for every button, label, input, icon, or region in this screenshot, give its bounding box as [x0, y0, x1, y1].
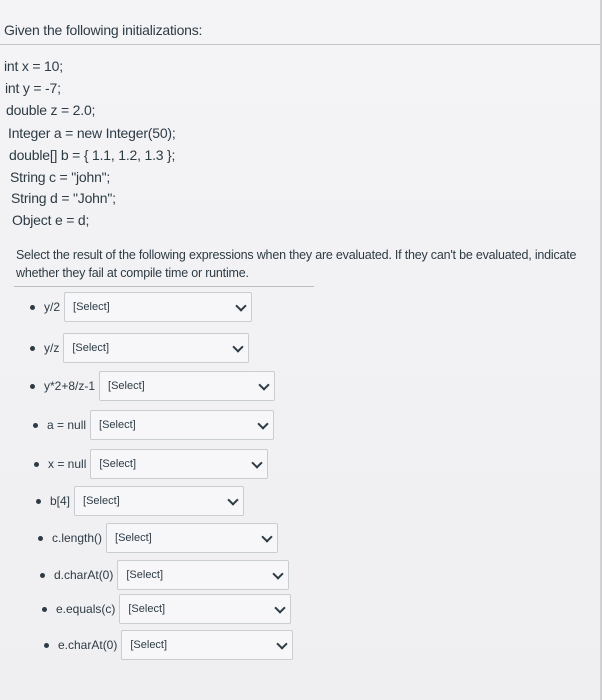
select-value: [Select] [130, 639, 168, 651]
chevron-down-icon [273, 568, 284, 579]
bullet-icon [36, 499, 41, 504]
code-line: String d = "John"; [11, 190, 116, 206]
code-line: String c = "john"; [10, 169, 111, 185]
question-item [33, 410, 274, 440]
select-value: [Select] [83, 495, 120, 507]
answer-select[interactable] [90, 410, 274, 440]
code-line: Object e = d; [12, 212, 90, 228]
question-expression: y/z [44, 341, 60, 355]
bullet-icon [44, 643, 49, 648]
question-item [30, 292, 252, 322]
chevron-down-icon [258, 379, 269, 390]
select-value: [Select] [72, 342, 110, 354]
question-expression: d.charAt(0) [54, 568, 114, 582]
instructions: Select the result of the following expressions when they are evaluated. If they can't be evaluated, indicate whether they fail at compile time or runtime. [16, 248, 577, 280]
code-line: Integer a = new Integer(50); [8, 125, 176, 141]
answer-select[interactable] [74, 486, 244, 516]
question-expression: x = null [48, 457, 87, 471]
bullet-icon [30, 305, 35, 310]
answer-select[interactable] [64, 292, 252, 322]
bullet-icon [38, 536, 43, 541]
question-item [30, 333, 249, 363]
answer-select[interactable] [63, 333, 249, 363]
chevron-down-icon [227, 494, 238, 505]
answer-select[interactable] [121, 630, 293, 660]
bullet-icon [34, 462, 39, 467]
chevron-down-icon [257, 418, 268, 429]
answer-select[interactable] [117, 560, 289, 590]
divider [14, 286, 314, 287]
answer-select[interactable] [106, 523, 278, 553]
question-expression: y/2 [44, 300, 61, 314]
question-item [42, 594, 291, 624]
chevron-down-icon [235, 300, 246, 311]
bullet-icon [33, 423, 38, 428]
chevron-down-icon [233, 341, 244, 352]
chevron-down-icon [277, 638, 288, 649]
select-value: [Select] [108, 380, 145, 392]
code-line: double z = 2.0; [6, 102, 96, 118]
question-expression: e.equals(c) [56, 602, 116, 616]
bullet-icon [40, 573, 45, 578]
question-item [38, 523, 278, 553]
answer-select[interactable] [119, 594, 291, 624]
question-prompt: Given the following initializations: [4, 22, 203, 38]
question-item [44, 630, 293, 660]
question-item [34, 449, 268, 479]
answer-select[interactable] [99, 371, 275, 401]
question-expression: b[4] [50, 494, 71, 508]
select-value: [Select] [99, 419, 136, 431]
select-value: [Select] [99, 458, 137, 470]
select-value: [Select] [126, 569, 164, 581]
code-line: double[] b = { 1.1, 1.2, 1.3 }; [9, 147, 176, 163]
question-item [30, 371, 275, 401]
question-item [36, 486, 244, 516]
bullet-icon [30, 346, 35, 351]
bullet-icon [30, 384, 35, 389]
select-value: [Select] [128, 603, 166, 615]
code-line: int y = -7; [5, 80, 61, 96]
question-item [40, 560, 289, 590]
chevron-down-icon [252, 457, 263, 468]
question-expression: c.length() [52, 531, 103, 545]
question-expression: y*2+8/z-1 [44, 379, 96, 393]
code-line: int x = 10; [4, 58, 63, 74]
question-expression: e.charAt(0) [58, 638, 118, 652]
chevron-down-icon [275, 602, 286, 613]
chevron-down-icon [261, 531, 272, 542]
question-expression: a = null [47, 418, 87, 432]
select-value: [Select] [115, 532, 152, 544]
select-value: [Select] [73, 301, 110, 313]
answer-select[interactable] [90, 449, 268, 479]
divider [0, 44, 600, 45]
bullet-icon [42, 607, 47, 612]
